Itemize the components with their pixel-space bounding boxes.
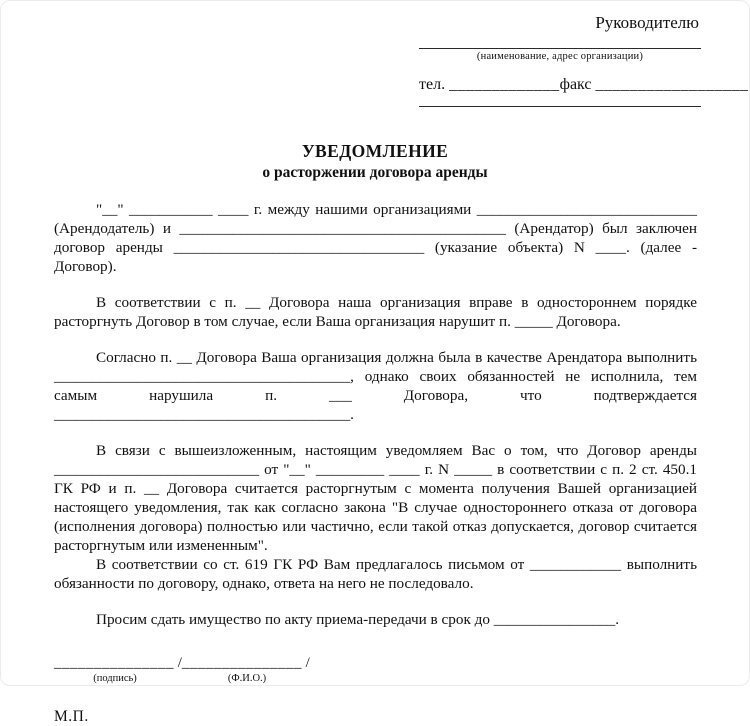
signature-block (54, 655, 749, 684)
signature-labels (54, 673, 749, 684)
signature-label: (подпись) (93, 673, 137, 684)
organization-blank-line (419, 48, 701, 49)
document-body (54, 200, 697, 629)
organization-hint: (наименование, адрес организации) (476, 51, 644, 62)
paragraph-breach: Согласно п. __ Договора Ваша организация должна была в качестве Арендатора выполнить _______________________________________, однако своих обязанностей не исполнила, тем самым нарушила п. ___ Договора, что подтверждается _______________________________________. (54, 349, 697, 423)
signature-blank: _______________ (54, 655, 174, 671)
stamp-placeholder: М.П. (54, 708, 89, 725)
signature-separator: / (174, 655, 182, 671)
fax-blank: __________________ (595, 76, 749, 93)
paragraph-agreement-intro: "__" ___________ ____ г. между нашими организациями _____________________________ (Арендодатель) и ___________________________________________ (Арендатор) был заключен договор аренды _________________________________ (указание объекта) N ____. (далее - Договор). (54, 201, 697, 275)
fax-label: факс (559, 76, 592, 93)
fullname-blank: _______________ (181, 655, 302, 671)
tel-blank: _____________ (449, 76, 560, 93)
tel-label: тел. (419, 76, 446, 93)
signature-line (54, 655, 749, 672)
paragraph-article-619: В соответствии со ст. 619 ГК РФ Вам предлагалось письмом от ____________ выполнить обязанности по договору, однако, ответа на него не последовало. (54, 556, 697, 592)
document-subtitle: о расторжении договора аренды (262, 164, 488, 181)
signature-end-separator: / (301, 655, 310, 671)
paragraph-notice: В связи с вышеизложенным, настоящим уведомляем Вас о том, что Договор аренды ___________________________ от "__" _________ ____ г. N _____ в соответствии с п. 2 ст. 450.1 ГК РФ и п. __ Договора считается расторгнутым с момента получения Вашей организацией настоящего уведомления, так как согласно закона "В случае одностороннего отказа от договора (исполнения договора) полностью или частично, если такой отказ допускается, договор считается расторгнутым или измененным". (54, 442, 697, 554)
tel-fax-line (419, 76, 749, 94)
fullname-label: (Ф.И.О.) (227, 673, 267, 684)
paragraph-termination-right: В соответствии с п. __ Договора наша организация вправе в одностороннем порядке расторгнуть Договор в том случае, если Ваша организация нарушит п. _____ Договора. (54, 294, 697, 330)
document-title: УВЕДОМЛЕНИЕ (301, 141, 449, 161)
paragraph-handover-request: Просим сдать имущество по акту приема-передачи в срок до ________________. (96, 611, 620, 628)
extra-blank-line (419, 106, 701, 107)
addressee-title: Руководителю (595, 13, 699, 32)
addressee-block (419, 13, 749, 107)
